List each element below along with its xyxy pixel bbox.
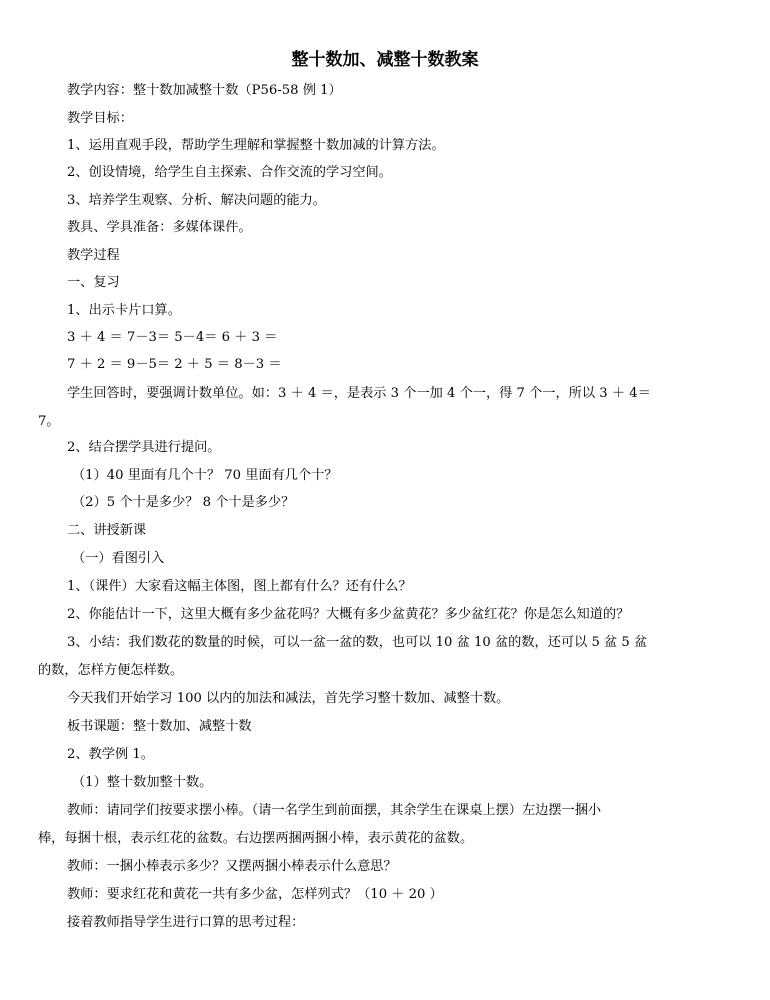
text-line: 1、出示卡片口算。 [67, 303, 181, 318]
text-line: 接着教师指导学生进行口算的思考过程： [67, 915, 305, 930]
section-heading: 一、复习 [67, 275, 120, 290]
text-line: 教学内容：整十数加减整十数（P56-58 例 1） [67, 83, 342, 98]
text-line: （1）整十数加整十数。 [72, 775, 213, 790]
text-line: 2、创设情境，给学生自主探索、合作交流的学习空间。 [67, 165, 392, 180]
text-line: 教学目标： [67, 111, 133, 126]
text-line: 教师：一捆小棒表示多少？又摆两捆小棒表示什么意思？ [67, 859, 397, 874]
subsection-heading: （一）看图引入 [72, 551, 165, 566]
text-line: 1、（课件）大家看这幅主体图，图上都有什么？还有什么？ [67, 579, 412, 594]
text-line: （1）40 里面有几个十？ 70 里面有几个十？ [72, 468, 338, 483]
text-line: 学生回答时，要强调计数单位。如：3 ＋ 4 ＝，是表示 3 个一加 4 个一，得 7 个一，所以 3 ＋ 4＝ [67, 386, 651, 401]
section-heading: 二、讲授新课 [67, 523, 147, 538]
text-line: 板书课题：整十数加、减整十数 [67, 719, 252, 734]
text-line: （2）5 个十是多少？ 8 个十是多少？ [72, 495, 295, 510]
math-line: 7 ＋ 2 ＝ 9－5＝ 2 ＋ 5 ＝ 8－3 ＝ [67, 357, 282, 372]
text-line: 今天我们开始学习 100 以内的加法和减法，首先学习整十数加、减整十数。 [67, 691, 510, 706]
text-line: 的数，怎样方便怎样数。 [38, 663, 184, 678]
text-line: 2、你能估计一下，这里大概有多少盆花吗？大概有多少盆黄花？多少盆红花？你是怎么知道的？ [67, 607, 630, 622]
text-line: 3、小结：我们数花的数量的时候，可以一盆一盆的数，也可以 10 盆 10 盆的数，还可以 5 盆 5 盆 [67, 635, 648, 650]
document-title: 整十数加、减整十数教案 [291, 50, 479, 70]
text-line: 棒，每捆十根，表示红花的盆数。右边摆两捆两捆小棒，表示黄花的盆数。 [38, 831, 474, 846]
text-line: 2、教学例 1。 [67, 747, 154, 762]
text-line: 教学过程 [67, 248, 120, 263]
text-line: 3、培养学生观察、分析、解决问题的能力。 [67, 193, 326, 208]
math-line: 3 ＋ 4 ＝ 7－3＝ 5－4＝ 6 ＋ 3 ＝ [67, 330, 278, 345]
text-line: 教师：要求红花和黄花一共有多少盆，怎样列式？（10 ＋ 20 ） [67, 887, 443, 902]
text-line: 教具、学具准备：多媒体课件。 [67, 220, 252, 235]
text-line: 7。 [38, 414, 60, 429]
text-line: 1、运用直观手段，帮助学生理解和掌握整十数加减的计算方法。 [67, 138, 445, 153]
text-line: 教师：请同学们按要求摆小棒。（请一名学生到前面摆，其余学生在课桌上摆）左边摆一捆小 [67, 803, 602, 818]
text-line: 2、结合摆学具进行提问。 [67, 440, 221, 455]
